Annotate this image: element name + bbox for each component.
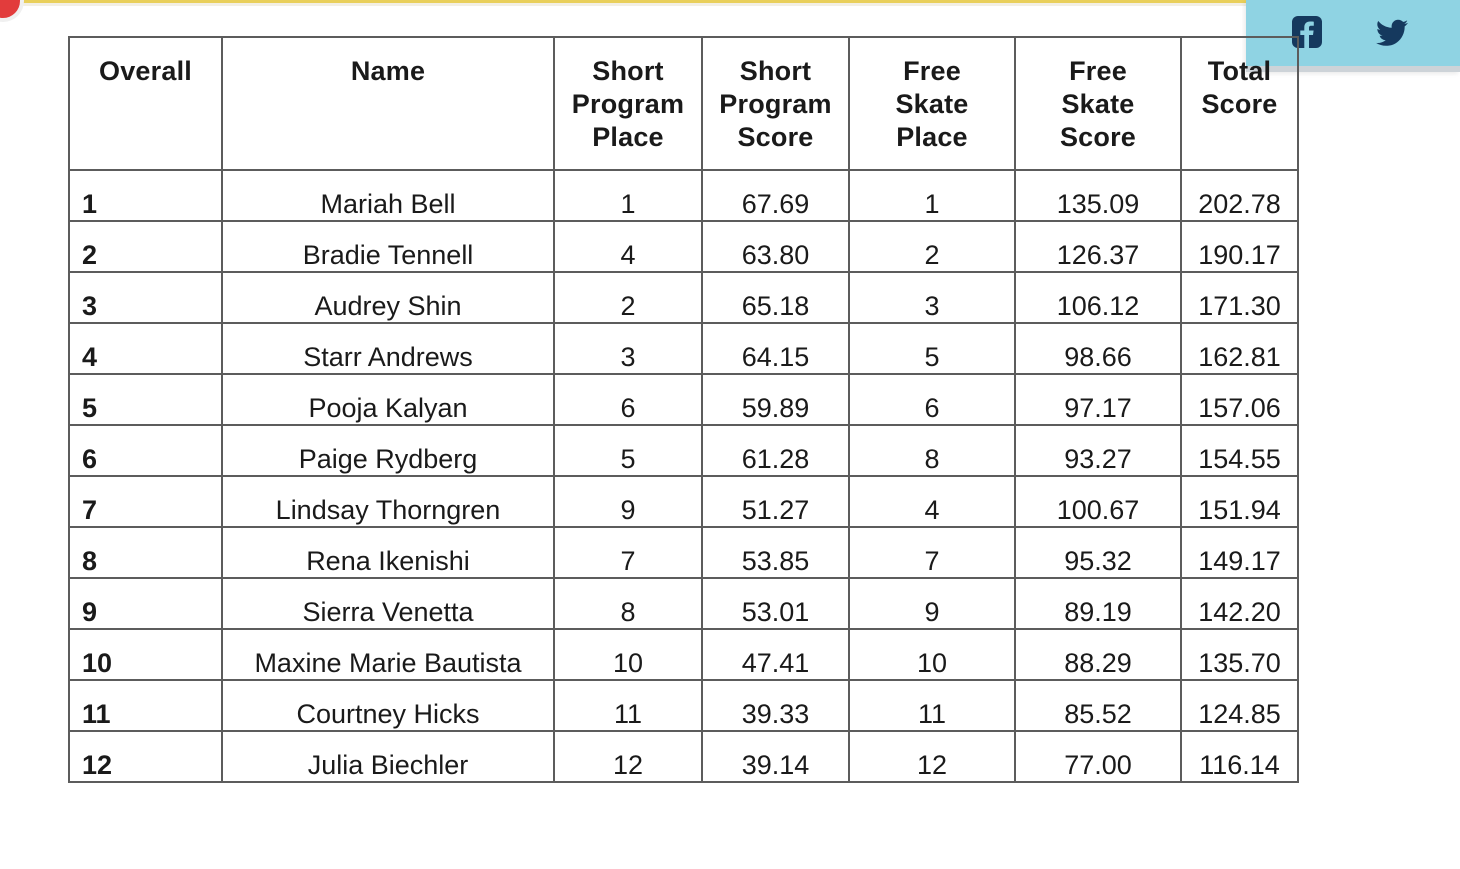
header-line: Program: [719, 89, 832, 119]
cell-free-skate-score: 89.19: [1015, 578, 1181, 629]
cell-short-program-score: 53.85: [702, 527, 849, 578]
cell-short-program-score: 63.80: [702, 221, 849, 272]
twitter-share-button[interactable]: [1376, 18, 1408, 48]
cell-free-skate-score: 135.09: [1015, 170, 1181, 221]
cell-short-program-score: 59.89: [702, 374, 849, 425]
cell-short-program-place: 11: [554, 680, 702, 731]
cell-total-score: 142.20: [1181, 578, 1298, 629]
cell-total-score: 190.17: [1181, 221, 1298, 272]
cell-overall: 1: [69, 170, 222, 221]
table-row: [69, 425, 1298, 476]
cell-short-program-score: 65.18: [702, 272, 849, 323]
cell-name: Rena Ikenishi: [222, 527, 554, 578]
header-short-program-score: [702, 37, 849, 170]
header-free-skate-score: [1015, 37, 1181, 170]
cell-short-program-place: 9: [554, 476, 702, 527]
table-row: [69, 374, 1298, 425]
cell-free-skate-place: 6: [849, 374, 1015, 425]
cell-free-skate-place: 7: [849, 527, 1015, 578]
header-line: Name: [350, 56, 426, 86]
cell-overall: 8: [69, 527, 222, 578]
cell-short-program-score: 39.14: [702, 731, 849, 782]
cell-overall: 5: [69, 374, 222, 425]
header-short-program-place: [554, 37, 702, 170]
cell-short-program-place: 1: [554, 170, 702, 221]
twitter-icon: [1376, 18, 1408, 48]
header-line: Score: [1201, 89, 1278, 119]
cell-total-score: 124.85: [1181, 680, 1298, 731]
header-total-score: [1181, 37, 1298, 170]
header-line: Skate: [1061, 89, 1135, 119]
header-line: Overall: [99, 56, 192, 86]
cell-total-score: 149.17: [1181, 527, 1298, 578]
cell-free-skate-place: 10: [849, 629, 1015, 680]
cell-free-skate-score: 95.32: [1015, 527, 1181, 578]
cell-overall: 12: [69, 731, 222, 782]
cell-free-skate-score: 93.27: [1015, 425, 1181, 476]
cell-short-program-score: 67.69: [702, 170, 849, 221]
cell-overall: 11: [69, 680, 222, 731]
table-row: [69, 272, 1298, 323]
cell-free-skate-score: 77.00: [1015, 731, 1181, 782]
table-row: [69, 527, 1298, 578]
cell-short-program-place: 10: [554, 629, 702, 680]
header-line: Free: [1069, 56, 1127, 86]
cell-free-skate-score: 106.12: [1015, 272, 1181, 323]
cell-short-program-place: 4: [554, 221, 702, 272]
cell-name: Courtney Hicks: [222, 680, 554, 731]
table-row: [69, 221, 1298, 272]
header-line: Free: [903, 56, 961, 86]
table-row: [69, 170, 1298, 221]
table-body: [69, 170, 1298, 782]
cell-short-program-place: 7: [554, 527, 702, 578]
cell-short-program-score: 53.01: [702, 578, 849, 629]
cell-short-program-score: 47.41: [702, 629, 849, 680]
header-row: [69, 37, 1298, 170]
table-row: [69, 476, 1298, 527]
cell-total-score: 162.81: [1181, 323, 1298, 374]
cell-free-skate-place: 4: [849, 476, 1015, 527]
header-line: Program: [571, 89, 685, 119]
cell-name: Mariah Bell: [222, 170, 554, 221]
cell-overall: 6: [69, 425, 222, 476]
cell-total-score: 171.30: [1181, 272, 1298, 323]
cell-free-skate-score: 98.66: [1015, 323, 1181, 374]
cell-name: Sierra Venetta: [222, 578, 554, 629]
cell-free-skate-place: 11: [849, 680, 1015, 731]
table-row: [69, 629, 1298, 680]
cell-total-score: 157.06: [1181, 374, 1298, 425]
cell-name: Pooja Kalyan: [222, 374, 554, 425]
cell-short-program-place: 5: [554, 425, 702, 476]
cell-short-program-score: 61.28: [702, 425, 849, 476]
cell-total-score: 154.55: [1181, 425, 1298, 476]
cell-name: Starr Andrews: [222, 323, 554, 374]
cell-name: Maxine Marie Bautista: [222, 629, 554, 680]
cell-overall: 7: [69, 476, 222, 527]
cell-total-score: 151.94: [1181, 476, 1298, 527]
cell-free-skate-place: 2: [849, 221, 1015, 272]
cell-free-skate-place: 12: [849, 731, 1015, 782]
cell-overall: 10: [69, 629, 222, 680]
page-top-border: [0, 0, 1460, 6]
cell-name: Julia Biechler: [222, 731, 554, 782]
cell-short-program-place: 6: [554, 374, 702, 425]
cell-free-skate-score: 126.37: [1015, 221, 1181, 272]
cell-total-score: 135.70: [1181, 629, 1298, 680]
cell-free-skate-place: 8: [849, 425, 1015, 476]
header-line: Score: [737, 122, 814, 152]
cell-free-skate-score: 97.17: [1015, 374, 1181, 425]
header-line: Place: [592, 122, 664, 152]
cell-overall: 9: [69, 578, 222, 629]
header-free-skate-place: [849, 37, 1015, 170]
cell-short-program-place: 8: [554, 578, 702, 629]
table-row: [69, 578, 1298, 629]
table-row: [69, 323, 1298, 374]
table-row: [69, 731, 1298, 782]
cell-short-program-score: 39.33: [702, 680, 849, 731]
cell-name: Audrey Shin: [222, 272, 554, 323]
cell-overall: 4: [69, 323, 222, 374]
cell-free-skate-place: 1: [849, 170, 1015, 221]
cell-free-skate-score: 100.67: [1015, 476, 1181, 527]
header-line: Short: [592, 56, 664, 86]
cell-free-skate-score: 88.29: [1015, 629, 1181, 680]
header-line: Place: [896, 122, 968, 152]
header-overall: [69, 37, 222, 170]
cell-name: Paige Rydberg: [222, 425, 554, 476]
header-line: Skate: [895, 89, 969, 119]
cell-total-score: 202.78: [1181, 170, 1298, 221]
skating-results-table: [68, 36, 1299, 783]
cell-short-program-score: 51.27: [702, 476, 849, 527]
cell-name: Bradie Tennell: [222, 221, 554, 272]
cell-overall: 3: [69, 272, 222, 323]
cell-overall: 2: [69, 221, 222, 272]
header-line: Total: [1207, 56, 1272, 86]
cell-name: Lindsay Thorngren: [222, 476, 554, 527]
header-line: Score: [1059, 122, 1137, 152]
header-line: Short: [739, 56, 812, 86]
cell-short-program-score: 64.15: [702, 323, 849, 374]
cell-free-skate-place: 5: [849, 323, 1015, 374]
cell-short-program-place: 3: [554, 323, 702, 374]
cell-free-skate-place: 9: [849, 578, 1015, 629]
cell-total-score: 116.14: [1181, 731, 1298, 782]
table-row: [69, 680, 1298, 731]
table-header: [69, 37, 1298, 170]
cell-short-program-place: 12: [554, 731, 702, 782]
cell-free-skate-place: 3: [849, 272, 1015, 323]
header-name: [222, 37, 554, 170]
cell-free-skate-score: 85.52: [1015, 680, 1181, 731]
red-corner-badge: [0, 0, 20, 18]
cell-short-program-place: 2: [554, 272, 702, 323]
